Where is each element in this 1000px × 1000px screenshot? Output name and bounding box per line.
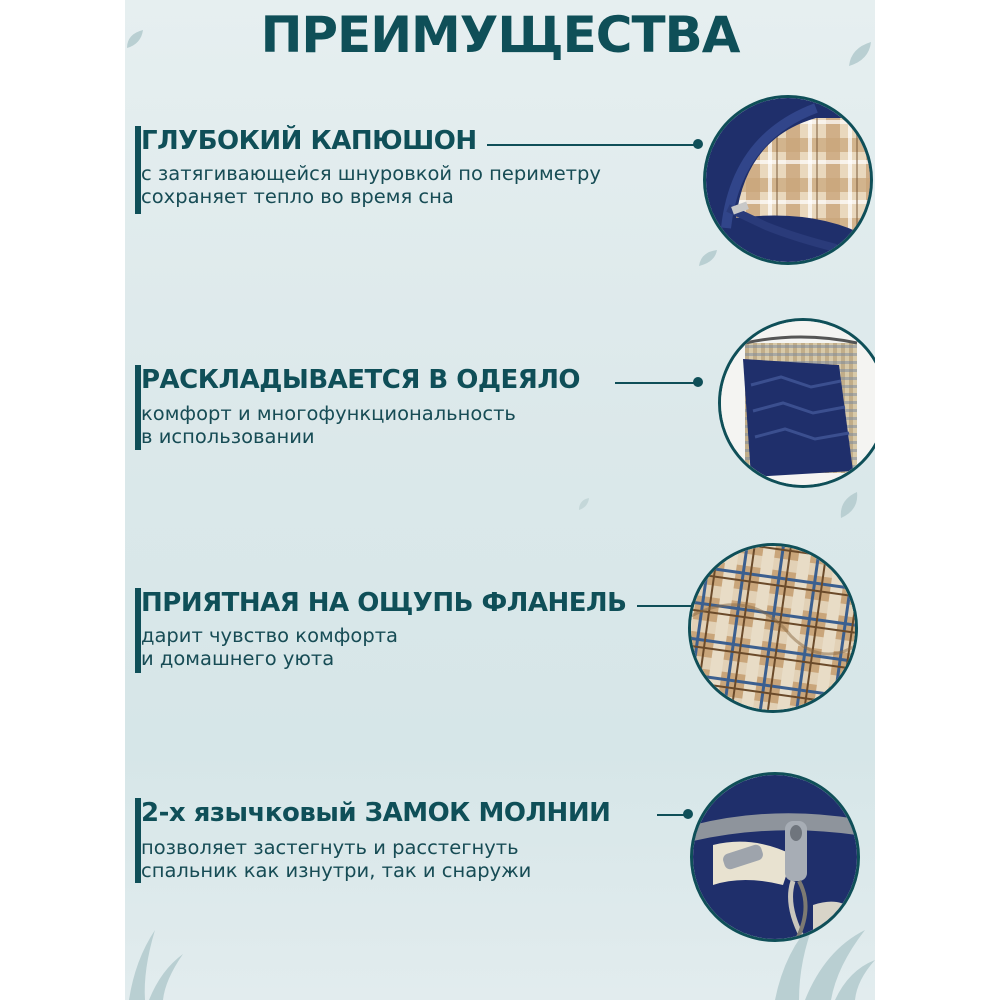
connector-dot — [693, 377, 703, 387]
connector-dot — [693, 139, 703, 149]
leaf-decoration-icon — [837, 490, 861, 520]
feature-desc-line: позволяет застегнуть и расстегнуть — [141, 836, 519, 859]
feature-heading: ГЛУБОКИЙ КАПЮШОН — [141, 126, 477, 156]
feature-desc-line: сохраняет тепло во время сна — [141, 185, 454, 208]
connector-line — [487, 144, 697, 146]
leaf-decoration-icon — [697, 248, 719, 268]
connector-dot — [683, 809, 693, 819]
hood-closeup-image — [703, 95, 873, 265]
leaf-decoration-icon — [577, 496, 591, 512]
feature-desc-line: в использовании — [141, 425, 315, 448]
feature-desc-line: комфорт и многофункциональность — [141, 402, 516, 425]
zipper-closeup-image — [690, 772, 860, 942]
feature-heading: 2-х язычковый ЗАМОК МОЛНИИ — [141, 798, 611, 828]
feature-desc-line: и домашнего уюта — [141, 647, 335, 670]
feature-desc-line: с затягивающейся шнуровкой по периметру — [141, 162, 601, 185]
connector-line — [615, 382, 700, 384]
feature-heading: ПРИЯТНАЯ НА ОЩУПЬ ФЛАНЕЛЬ — [141, 588, 627, 618]
flannel-plaid-image — [688, 543, 858, 713]
connector-line — [637, 605, 695, 607]
feature-heading: РАСКЛАДЫВАЕТСЯ В ОДЕЯЛО — [141, 365, 581, 395]
advantages-panel — [125, 0, 875, 1000]
blanket-on-cot-image — [718, 318, 875, 488]
grass-decoration-icon — [125, 930, 185, 1000]
feature-desc-line: спальник как изнутри, так и снаружи — [141, 859, 532, 882]
feature-desc-line: дарит чувство комфорта — [141, 624, 399, 647]
page-title: ПРЕИМУЩЕСТВА — [260, 6, 740, 64]
